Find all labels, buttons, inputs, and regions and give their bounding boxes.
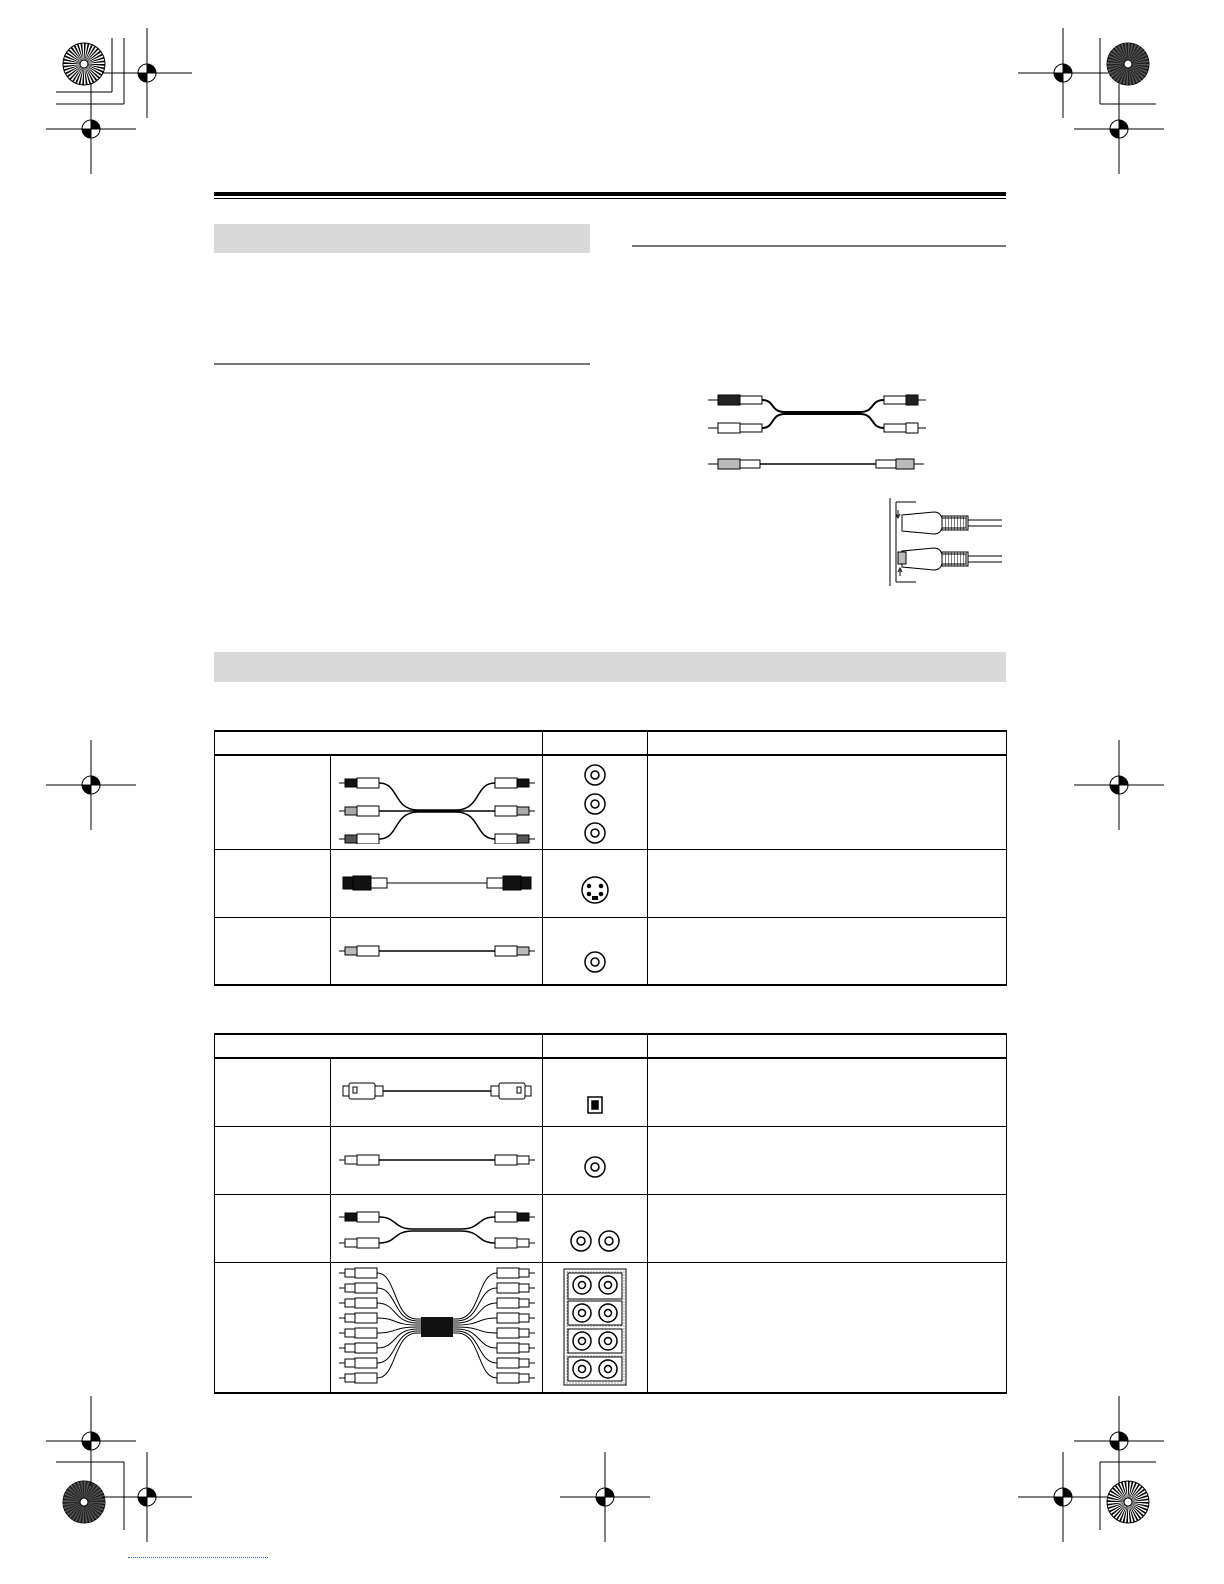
registration-crosshair-icon bbox=[560, 1452, 650, 1542]
registration-starburst-icon bbox=[62, 1480, 106, 1524]
table-row bbox=[215, 755, 1007, 849]
column-header-cable bbox=[215, 731, 543, 755]
table-row bbox=[215, 917, 1007, 985]
plug-insertion-illustration bbox=[882, 496, 1004, 588]
component-video-cable-icon bbox=[331, 755, 543, 849]
registration-crosshair-icon bbox=[102, 1452, 192, 1542]
table-row bbox=[215, 1058, 1007, 1126]
row-label bbox=[215, 755, 331, 849]
coaxial-cable-icon bbox=[331, 1126, 543, 1194]
table-row bbox=[215, 1194, 1007, 1262]
registration-starburst-icon bbox=[1106, 1480, 1150, 1524]
stereo-rca-cable-icon bbox=[331, 1194, 543, 1262]
video-connections-table bbox=[214, 730, 1007, 986]
row-description bbox=[648, 1194, 1007, 1262]
three-rca-jacks-icon bbox=[543, 755, 648, 849]
footer-link-underline bbox=[128, 1556, 268, 1558]
audio-video-cable-illustration bbox=[700, 388, 932, 474]
table-row bbox=[215, 849, 1007, 917]
table-row bbox=[215, 1126, 1007, 1194]
subsection-rule-left bbox=[214, 363, 590, 365]
optical-cable-icon bbox=[331, 1058, 543, 1126]
row-description bbox=[648, 1058, 1007, 1126]
registration-crosshair-icon bbox=[1074, 84, 1164, 174]
row-label bbox=[215, 1262, 331, 1393]
column-header-cable bbox=[215, 1034, 543, 1058]
s-video-jack-icon bbox=[543, 849, 648, 917]
column-header-description bbox=[648, 731, 1007, 755]
row-description bbox=[648, 849, 1007, 917]
table-header-row bbox=[215, 731, 1007, 755]
row-description bbox=[648, 1126, 1007, 1194]
column-header-jack bbox=[543, 731, 648, 755]
single-rca-jack-icon bbox=[543, 1126, 648, 1194]
table-header-row bbox=[215, 1034, 1007, 1058]
section-heading-bar-wide bbox=[214, 652, 1006, 682]
registration-crosshair-icon bbox=[46, 740, 136, 830]
multichannel-cable-icon bbox=[331, 1262, 543, 1393]
registration-crosshair-icon bbox=[1018, 1452, 1108, 1542]
row-label bbox=[215, 1126, 331, 1194]
row-description bbox=[648, 917, 1007, 985]
header-rule-thick bbox=[214, 192, 1006, 196]
registration-crosshair-icon bbox=[46, 84, 136, 174]
header-rule-thin bbox=[214, 198, 1006, 199]
row-label bbox=[215, 917, 331, 985]
row-description bbox=[648, 755, 1007, 849]
composite-video-cable-icon bbox=[331, 917, 543, 985]
row-label bbox=[215, 1194, 331, 1262]
single-rca-jack-icon bbox=[543, 917, 648, 985]
row-label bbox=[215, 1058, 331, 1126]
column-header-description bbox=[648, 1034, 1007, 1058]
registration-starburst-icon bbox=[1106, 42, 1150, 86]
table-row bbox=[215, 1262, 1007, 1393]
s-video-cable-icon bbox=[331, 849, 543, 917]
column-header-jack bbox=[543, 1034, 648, 1058]
registration-crosshair-icon bbox=[1074, 740, 1164, 830]
multichannel-jack-panel-icon bbox=[543, 1262, 648, 1393]
audio-connections-table bbox=[214, 1033, 1007, 1394]
registration-starburst-icon bbox=[62, 42, 106, 86]
optical-jack-icon bbox=[543, 1058, 648, 1126]
stereo-rca-jacks-icon bbox=[543, 1194, 648, 1262]
row-label bbox=[215, 849, 331, 917]
section-heading-bar bbox=[214, 224, 590, 253]
row-description bbox=[648, 1262, 1007, 1393]
subsection-rule-right bbox=[632, 245, 1006, 247]
